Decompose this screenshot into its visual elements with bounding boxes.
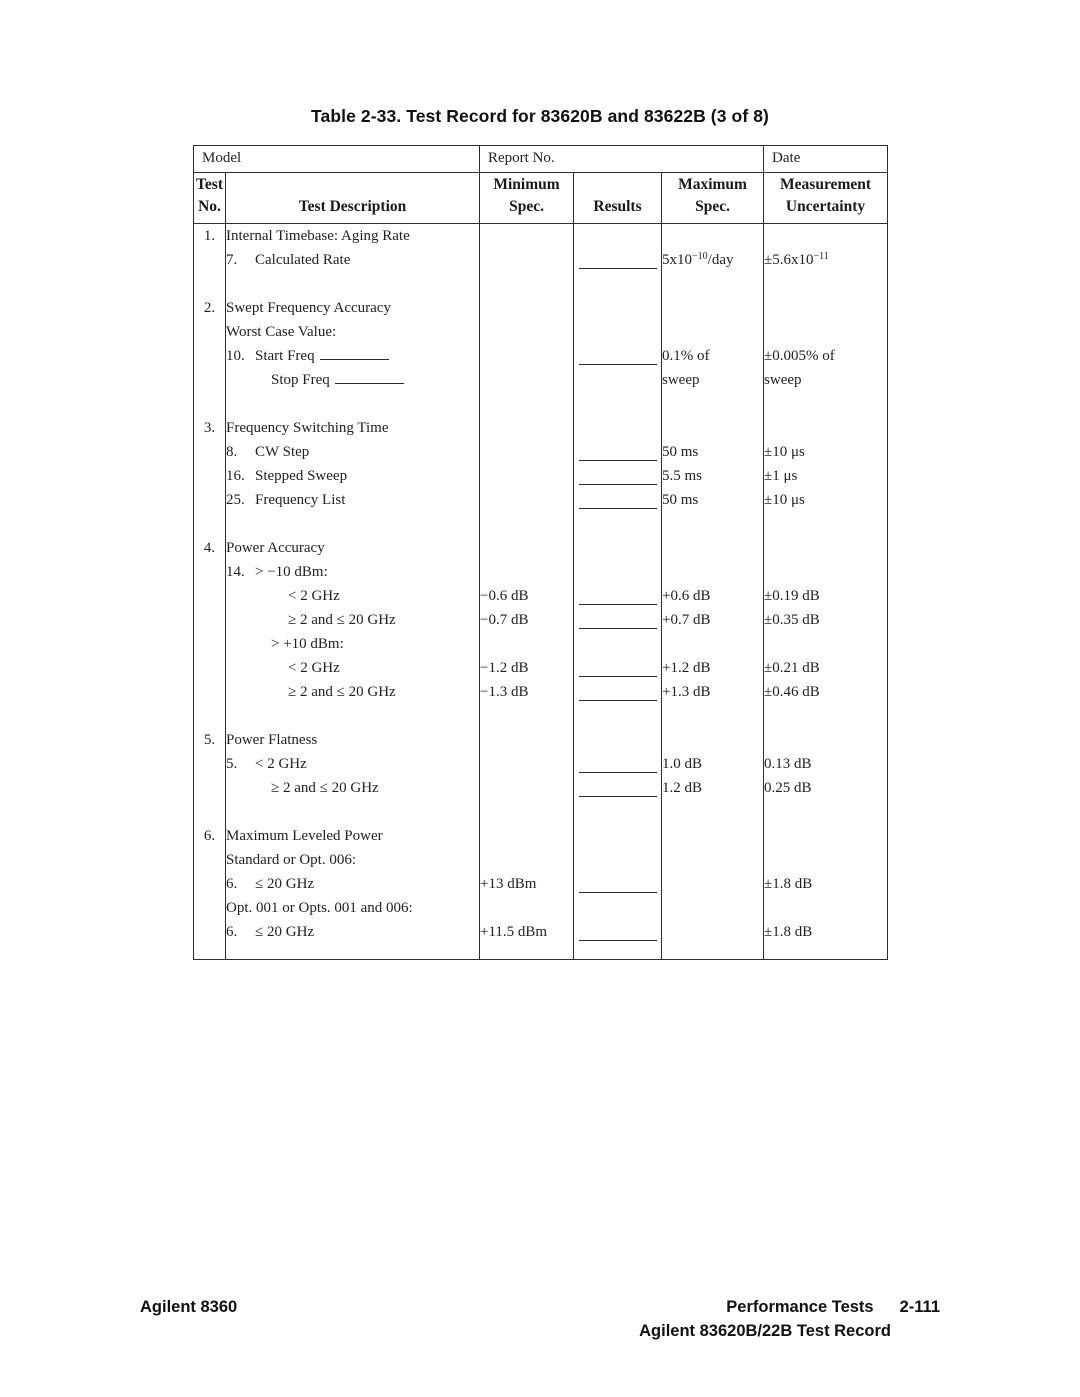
test-no-cell: 6. (194, 824, 226, 848)
min-spec-cell (480, 752, 574, 776)
test-record-row (194, 680, 888, 704)
uncertainty-cell: ±10 μs (764, 488, 888, 512)
date-field-label: Date (764, 146, 888, 173)
section-spacer-row (194, 704, 888, 728)
test-record-row (194, 344, 888, 368)
test-no-cell: 4. (194, 536, 226, 560)
results-cell (574, 656, 662, 680)
results-cell (574, 920, 662, 944)
test-no-cell: 5. (194, 728, 226, 752)
spacer-cell (574, 704, 662, 728)
col-header-results: Results (574, 173, 662, 224)
description-text: Internal Timebase: Aging Rate (226, 228, 410, 244)
fill-in-blank-line (320, 346, 389, 360)
max-spec-cell: 1.0 dB (662, 752, 764, 776)
min-spec-cell (480, 344, 574, 368)
uncertainty-cell: ±1.8 dB (764, 872, 888, 896)
description-text: < 2 GHz (288, 660, 340, 676)
description-text: > +10 dBm: (271, 636, 344, 652)
results-cell (574, 464, 662, 488)
col-header-test-no: Test No. (194, 173, 226, 224)
spacer-cell (764, 800, 888, 824)
col-header-minimum-spec: Minimum Spec. (480, 173, 574, 224)
max-spec-cell (662, 632, 764, 656)
test-no-cell (194, 872, 226, 896)
test-no-cell (194, 752, 226, 776)
spacer-cell (764, 704, 888, 728)
description-text: Stop Freq (271, 372, 330, 388)
max-spec-cell (662, 560, 764, 584)
test-record-row (194, 824, 888, 848)
test-no-cell (194, 920, 226, 944)
uncertainty-cell (764, 896, 888, 920)
description-cell (226, 656, 480, 680)
description-cell (226, 416, 480, 440)
description-text: < 2 GHz (255, 756, 307, 772)
description-text: < 2 GHz (288, 588, 340, 604)
max-spec-cell (662, 416, 764, 440)
max-spec-cell (662, 224, 764, 249)
uncertainty-cell: sweep (764, 368, 888, 392)
max-spec-cell (662, 896, 764, 920)
spacer-cell (194, 512, 226, 536)
uncertainty-cell: ±0.21 dB (764, 656, 888, 680)
spacer-cell (194, 704, 226, 728)
item-number: 25. (226, 492, 245, 508)
spacer-cell (662, 704, 764, 728)
spacer-cell (480, 392, 574, 416)
spacer-cell (194, 272, 226, 296)
min-spec-cell: +11.5 dBm (480, 920, 574, 944)
description-cell (226, 488, 480, 512)
result-blank-line (579, 465, 657, 485)
results-cell (574, 680, 662, 704)
min-spec-cell (480, 728, 574, 752)
result-blank-line (579, 873, 657, 893)
test-no-cell (194, 608, 226, 632)
description-cell (226, 824, 480, 848)
test-no-cell (194, 848, 226, 872)
test-record-row (194, 320, 888, 344)
section-spacer-row (194, 512, 888, 536)
item-number: 5. (226, 756, 238, 772)
spacer-cell (764, 944, 888, 960)
model-field-label: Model (194, 146, 480, 173)
description-cell (226, 680, 480, 704)
spacer-cell (662, 944, 764, 960)
description-text: Power Flatness (226, 732, 318, 748)
results-cell (574, 248, 662, 272)
spacer-cell (480, 704, 574, 728)
description-text: Maximum Leveled Power (226, 828, 383, 844)
test-record-row (194, 536, 888, 560)
test-record-table (193, 145, 888, 960)
uncertainty-cell (764, 416, 888, 440)
test-no-cell (194, 248, 226, 272)
spacer-cell (480, 944, 574, 960)
description-cell (226, 464, 480, 488)
description-text: ≤ 20 GHz (255, 876, 315, 892)
min-spec-cell (480, 896, 574, 920)
table-bottom-padding-row (194, 944, 888, 960)
description-text: > −10 dBm: (255, 564, 328, 580)
test-no-cell (194, 368, 226, 392)
test-record-row (194, 440, 888, 464)
max-spec-cell: +1.3 dB (662, 680, 764, 704)
max-spec-cell: sweep (662, 368, 764, 392)
uncertainty-cell (764, 296, 888, 320)
spacer-cell (574, 944, 662, 960)
result-blank-line (579, 441, 657, 461)
description-text: Power Accuracy (226, 540, 325, 556)
min-spec-cell (480, 464, 574, 488)
test-record-row (194, 752, 888, 776)
results-cell (574, 536, 662, 560)
max-spec-cell: 5.5 ms (662, 464, 764, 488)
uncertainty-cell: ±10 μs (764, 440, 888, 464)
description-text: Opt. 001 or Opts. 001 and 006: (226, 900, 413, 916)
uncertainty-cell (764, 848, 888, 872)
test-no-cell: 1. (194, 224, 226, 249)
description-text: Calculated Rate (255, 252, 351, 268)
item-number: 16. (226, 468, 245, 484)
max-spec-cell: +0.6 dB (662, 584, 764, 608)
test-no-cell: 3. (194, 416, 226, 440)
test-record-row (194, 224, 888, 249)
description-cell (226, 752, 480, 776)
max-spec-cell (662, 536, 764, 560)
uncertainty-cell (764, 320, 888, 344)
results-cell (574, 320, 662, 344)
min-spec-cell (480, 632, 574, 656)
test-record-row (194, 416, 888, 440)
spacer-cell (194, 392, 226, 416)
min-spec-cell: −0.6 dB (480, 584, 574, 608)
spacer-cell (226, 800, 480, 824)
fill-in-blank-line (335, 370, 404, 384)
test-no-cell (194, 344, 226, 368)
footer-record-title: Agilent 83620B/22B Test Record (639, 1322, 891, 1340)
uncertainty-cell: ±1.8 dB (764, 920, 888, 944)
min-spec-cell: +13 dBm (480, 872, 574, 896)
test-no-cell (194, 584, 226, 608)
description-text: Stepped Sweep (255, 468, 348, 484)
test-record-row (194, 776, 888, 800)
test-no-cell: 2. (194, 296, 226, 320)
test-no-cell (194, 464, 226, 488)
description-text: ≥ 2 and ≤ 20 GHz (288, 684, 396, 700)
description-cell (226, 248, 480, 272)
max-spec-cell (662, 824, 764, 848)
section-spacer-row (194, 392, 888, 416)
uncertainty-cell: ±0.35 dB (764, 608, 888, 632)
max-spec-cell (662, 320, 764, 344)
results-cell (574, 368, 662, 392)
spacer-cell (226, 272, 480, 296)
test-no-cell (194, 320, 226, 344)
results-cell (574, 416, 662, 440)
test-record-row (194, 728, 888, 752)
spacer-cell (574, 512, 662, 536)
description-cell (226, 584, 480, 608)
uncertainty-cell (764, 824, 888, 848)
spacer-cell (194, 944, 226, 960)
uncertainty-cell: 0.13 dB (764, 752, 888, 776)
spacer-cell (662, 512, 764, 536)
description-cell (226, 848, 480, 872)
item-number: 6. (226, 876, 238, 892)
item-number: 7. (226, 252, 238, 268)
results-cell (574, 752, 662, 776)
max-spec-cell: 50 ms (662, 440, 764, 464)
test-no-cell (194, 680, 226, 704)
results-cell (574, 872, 662, 896)
description-cell (226, 344, 480, 368)
test-record-row (194, 848, 888, 872)
test-record-row (194, 464, 888, 488)
report-no-field-label: Report No. (480, 146, 764, 173)
min-spec-cell: −1.2 dB (480, 656, 574, 680)
test-no-cell (194, 896, 226, 920)
description-cell (226, 776, 480, 800)
description-text: ≥ 2 and ≤ 20 GHz (271, 780, 379, 796)
uncertainty-cell: ±1 μs (764, 464, 888, 488)
section-spacer-row (194, 272, 888, 296)
description-text: Worst Case Value: (226, 324, 337, 340)
description-cell (226, 320, 480, 344)
test-record-row (194, 368, 888, 392)
uncertainty-cell: ±0.19 dB (764, 584, 888, 608)
spacer-cell (574, 392, 662, 416)
max-spec-cell: +1.2 dB (662, 656, 764, 680)
description-cell (226, 920, 480, 944)
spacer-cell (764, 392, 888, 416)
description-text: Frequency List (255, 492, 346, 508)
min-spec-cell (480, 824, 574, 848)
description-text: Frequency Switching Time (226, 420, 389, 436)
spacer-cell (480, 800, 574, 824)
test-record-row (194, 608, 888, 632)
results-cell (574, 344, 662, 368)
spacer-cell (662, 272, 764, 296)
max-spec-cell: 1.2 dB (662, 776, 764, 800)
result-blank-line (579, 609, 657, 629)
description-text: Swept Frequency Accuracy (226, 300, 391, 316)
min-spec-cell (480, 776, 574, 800)
spacer-cell (226, 512, 480, 536)
item-number: 8. (226, 444, 238, 460)
test-no-cell (194, 632, 226, 656)
uncertainty-cell (764, 728, 888, 752)
description-cell (226, 608, 480, 632)
spacer-cell (480, 512, 574, 536)
min-spec-cell (480, 296, 574, 320)
results-cell (574, 632, 662, 656)
test-record-row (194, 872, 888, 896)
col-header-test-description: Test Description (226, 173, 480, 224)
description-cell (226, 536, 480, 560)
info-header-row (194, 146, 888, 173)
footer-document-title: Agilent 8360 (140, 1298, 238, 1316)
min-spec-cell (480, 248, 574, 272)
min-spec-cell: −0.7 dB (480, 608, 574, 632)
results-cell (574, 296, 662, 320)
max-spec-cell (662, 296, 764, 320)
min-spec-cell: −1.3 dB (480, 680, 574, 704)
max-spec-cell (662, 872, 764, 896)
results-cell (574, 824, 662, 848)
min-spec-cell (480, 320, 574, 344)
test-no-cell (194, 656, 226, 680)
spacer-cell (574, 800, 662, 824)
test-no-cell (194, 560, 226, 584)
results-cell (574, 584, 662, 608)
col-header-measurement-uncertainty: Measurement Uncertainty (764, 173, 888, 224)
min-spec-cell (480, 560, 574, 584)
page-title: Table 2-33. Test Record for 83620B and 83622B (3 of 8) (311, 106, 769, 126)
max-spec-cell (662, 728, 764, 752)
result-blank-line (579, 657, 657, 677)
description-text: CW Step (255, 444, 310, 460)
spacer-cell (764, 272, 888, 296)
result-blank-line (579, 777, 657, 797)
item-number: 10. (226, 348, 245, 364)
spacer-cell (226, 944, 480, 960)
section-spacer-row (194, 800, 888, 824)
uncertainty-cell (764, 536, 888, 560)
test-no-cell (194, 440, 226, 464)
result-blank-line (579, 681, 657, 701)
description-text: ≤ 20 GHz (255, 924, 315, 940)
uncertainty-cell: $\pm 5.6x10^{-11}$ (764, 248, 888, 272)
uncertainty-cell: ±0.46 dB (764, 680, 888, 704)
test-no-cell (194, 488, 226, 512)
uncertainty-cell: ±0.005% of (764, 344, 888, 368)
max-spec-cell: +0.7 dB (662, 608, 764, 632)
results-cell (574, 776, 662, 800)
max-spec-cell (662, 920, 764, 944)
test-record-row (194, 896, 888, 920)
description-text: Standard or Opt. 006: (226, 852, 356, 868)
footer-section-name: Performance Tests (726, 1298, 874, 1316)
result-blank-line (579, 489, 657, 509)
min-spec-cell (480, 224, 574, 249)
footer-chapter-page (726, 1298, 940, 1317)
item-number: 6. (226, 924, 238, 940)
col-header-maximum-spec: Maximum Spec. (662, 173, 764, 224)
spacer-cell (226, 392, 480, 416)
min-spec-cell (480, 848, 574, 872)
min-spec-cell (480, 368, 574, 392)
min-spec-cell (480, 440, 574, 464)
spacer-cell (574, 272, 662, 296)
description-text: ≥ 2 and ≤ 20 GHz (288, 612, 396, 628)
test-no-cell (194, 776, 226, 800)
result-blank-line (579, 249, 657, 269)
test-record-row (194, 584, 888, 608)
spacer-cell (480, 272, 574, 296)
spacer-cell (662, 392, 764, 416)
results-cell (574, 224, 662, 249)
uncertainty-cell: 0.25 dB (764, 776, 888, 800)
min-spec-cell (480, 416, 574, 440)
results-cell (574, 440, 662, 464)
description-cell (226, 728, 480, 752)
results-cell (574, 608, 662, 632)
test-record-row (194, 632, 888, 656)
result-blank-line (579, 753, 657, 773)
test-record-row (194, 656, 888, 680)
result-blank-line (579, 345, 657, 365)
test-record-row (194, 560, 888, 584)
results-cell (574, 728, 662, 752)
results-cell (574, 896, 662, 920)
description-cell (226, 872, 480, 896)
results-cell (574, 488, 662, 512)
uncertainty-cell (764, 632, 888, 656)
max-spec-cell: $5x10^{-10}$/day (662, 248, 764, 272)
description-cell (226, 224, 480, 249)
spacer-cell (194, 800, 226, 824)
max-spec-cell: 50 ms (662, 488, 764, 512)
footer-page-number: 2-111 (899, 1298, 940, 1316)
description-cell (226, 440, 480, 464)
result-blank-line (579, 585, 657, 605)
max-spec-cell (662, 848, 764, 872)
spacer-cell (226, 704, 480, 728)
min-spec-cell (480, 536, 574, 560)
column-header-row (194, 173, 888, 224)
description-cell (226, 560, 480, 584)
test-record-row (194, 296, 888, 320)
max-spec-cell: 0.1% of (662, 344, 764, 368)
test-record-row (194, 488, 888, 512)
description-cell (226, 896, 480, 920)
item-number: 14. (226, 564, 245, 580)
test-record-row (194, 248, 888, 272)
results-cell (574, 848, 662, 872)
description-text: Start Freq (255, 348, 315, 364)
results-cell (574, 560, 662, 584)
description-cell (226, 368, 480, 392)
spacer-cell (662, 800, 764, 824)
description-cell (226, 296, 480, 320)
test-record-row (194, 920, 888, 944)
result-blank-line (579, 921, 657, 941)
min-spec-cell (480, 488, 574, 512)
uncertainty-cell (764, 224, 888, 249)
uncertainty-cell (764, 560, 888, 584)
description-cell (226, 632, 480, 656)
spacer-cell (764, 512, 888, 536)
